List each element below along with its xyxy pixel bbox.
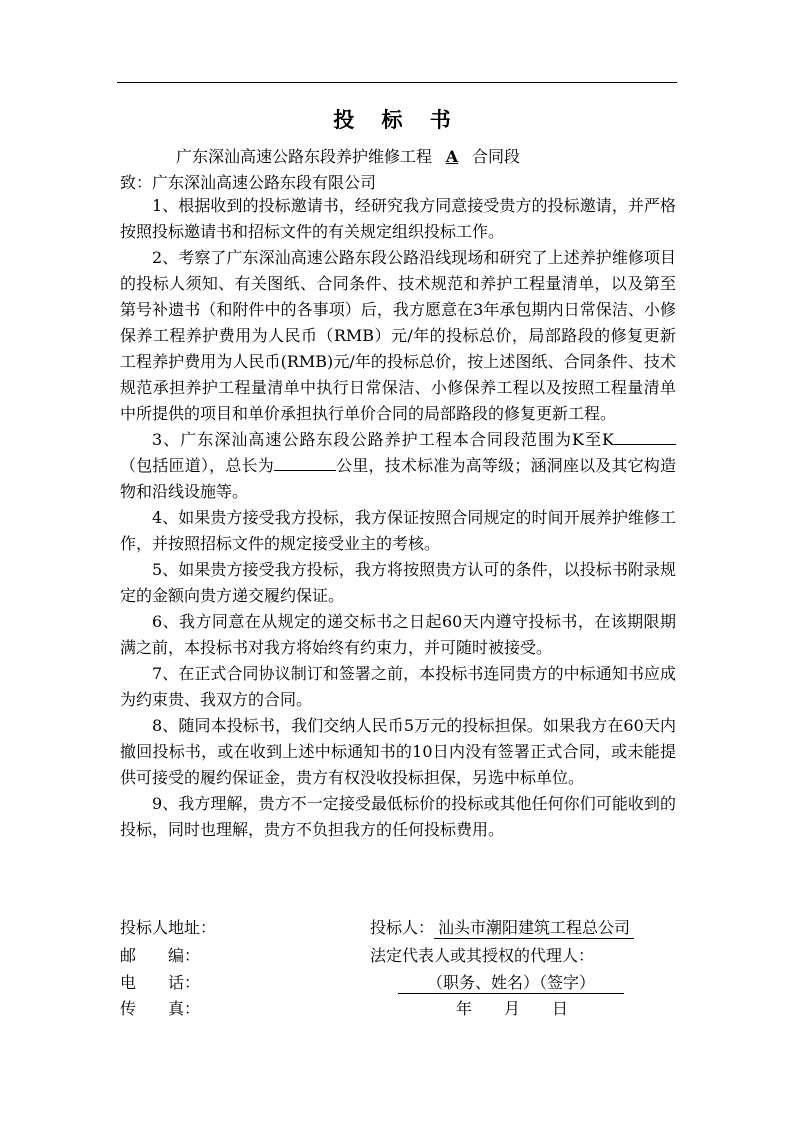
postcode-label: 邮 编： (120, 946, 201, 965)
paragraph-3-part-2: （包括匝道），总长为 (120, 456, 274, 475)
bidder-label: 投标人： (370, 918, 435, 937)
document-body (120, 193, 676, 843)
blank-line (274, 454, 336, 471)
salutation: 致：广东深汕高速公路东段有限公司 (120, 173, 377, 192)
subtitle-suffix: 合同段 (472, 147, 521, 166)
paragraph-9: 9、我方理解，贵方不一定接受最低标价的投标或其他任何你们可能收到的投标，同时也理解，贵方不负担我方的任何投标费用。 (120, 794, 676, 839)
paragraph-7: 7、在正式合同协议制订和签署之前，本投标书连同贵方的中标通知书应成为约束贵、我双方的合同。 (120, 664, 676, 709)
paragraph-6: 6、我方同意在从规定的递交标书之日起60天内遵守投标书，在该期限期满之前，本投标书对我方将始终有约束力，并可随时被接受。 (120, 612, 676, 657)
signature-date: 年 月 日 (456, 999, 569, 1018)
phone-label: 电 话： (120, 973, 201, 992)
representative-signature-line (398, 970, 624, 994)
paragraph-2: 2、考察了广东深汕高速公路东段公路沿线现场和研究了上述养护维修项目的投标人须知、有关图纸、合同条件、技术规范和养护工程量清单，以及第至第号补遗书（和附件中的各事项）后，我方愿意在3年承包期内日常保洁、小修保养工程养护费用为人民币（RMB）元/年的投标总价，局部路段的修复更新工程养护费用为人民币(RMB)元/年的投标总价，按上述图纸、合同条件、技术规范承担养护工程量清单中执行日常保洁、小修保养工程以及按照工程量清单中所提供的项目和单价承担执行单价合同的局部路段的修复更新工程。 (120, 248, 676, 423)
paragraph-4: 4、如果贵方接受我方投标，我方保证按照合同规定的时间开展养护维修工作，并按照招标文件的规定接受业主的考核。 (120, 508, 676, 553)
paragraph-3-part-1: 3、广东深汕高速公路东段公路养护工程本合同段范围为K至K (152, 430, 614, 449)
blank-line (614, 428, 676, 445)
bidder-name: 汕头市潮阳建筑工程总公司 (434, 915, 634, 939)
paragraph-8: 8、随同本投标书，我们交纳人民币5万元的投标担保。如果我方在60天内撤回投标书，或在收到上述中标通知书的10日内没有签署正式合同，或未能提供可接受的履约保证金，贵方有权没收投标担保，另选中标单位。 (120, 716, 676, 787)
project-subtitle (176, 144, 520, 167)
bidder-address-label: 投标人地址： (120, 918, 217, 937)
subtitle-project: 广东深汕高速公路东段养护维修工程 (176, 147, 433, 166)
paragraph-3 (120, 427, 676, 505)
contract-section: A (445, 147, 459, 166)
fax-label: 传 真： (120, 999, 201, 1018)
representative-note: （职务、姓名）（签字） (426, 973, 595, 992)
representative-label: 法定代表人或其授权的代理人： (370, 946, 595, 965)
paragraph-3-part-3: 公里，技术标准为高等级；涵洞座以及其它构造物和沿线设施等。 (120, 456, 676, 501)
header-rule (117, 82, 677, 83)
bidder-line (370, 915, 634, 939)
paragraph-5: 5、如果贵方接受我方投标，我方将按照贵方认可的条件，以投标书附录规定的金额向贵方递交履约保证。 (120, 560, 676, 605)
paragraph-1: 1、根据收到的投标邀请书，经研究我方同意接受贵方的投标邀请，并严格按照投标邀请书和招标文件的有关规定组织投标工作。 (120, 196, 676, 241)
document-title: 投 标 书 (333, 107, 461, 132)
